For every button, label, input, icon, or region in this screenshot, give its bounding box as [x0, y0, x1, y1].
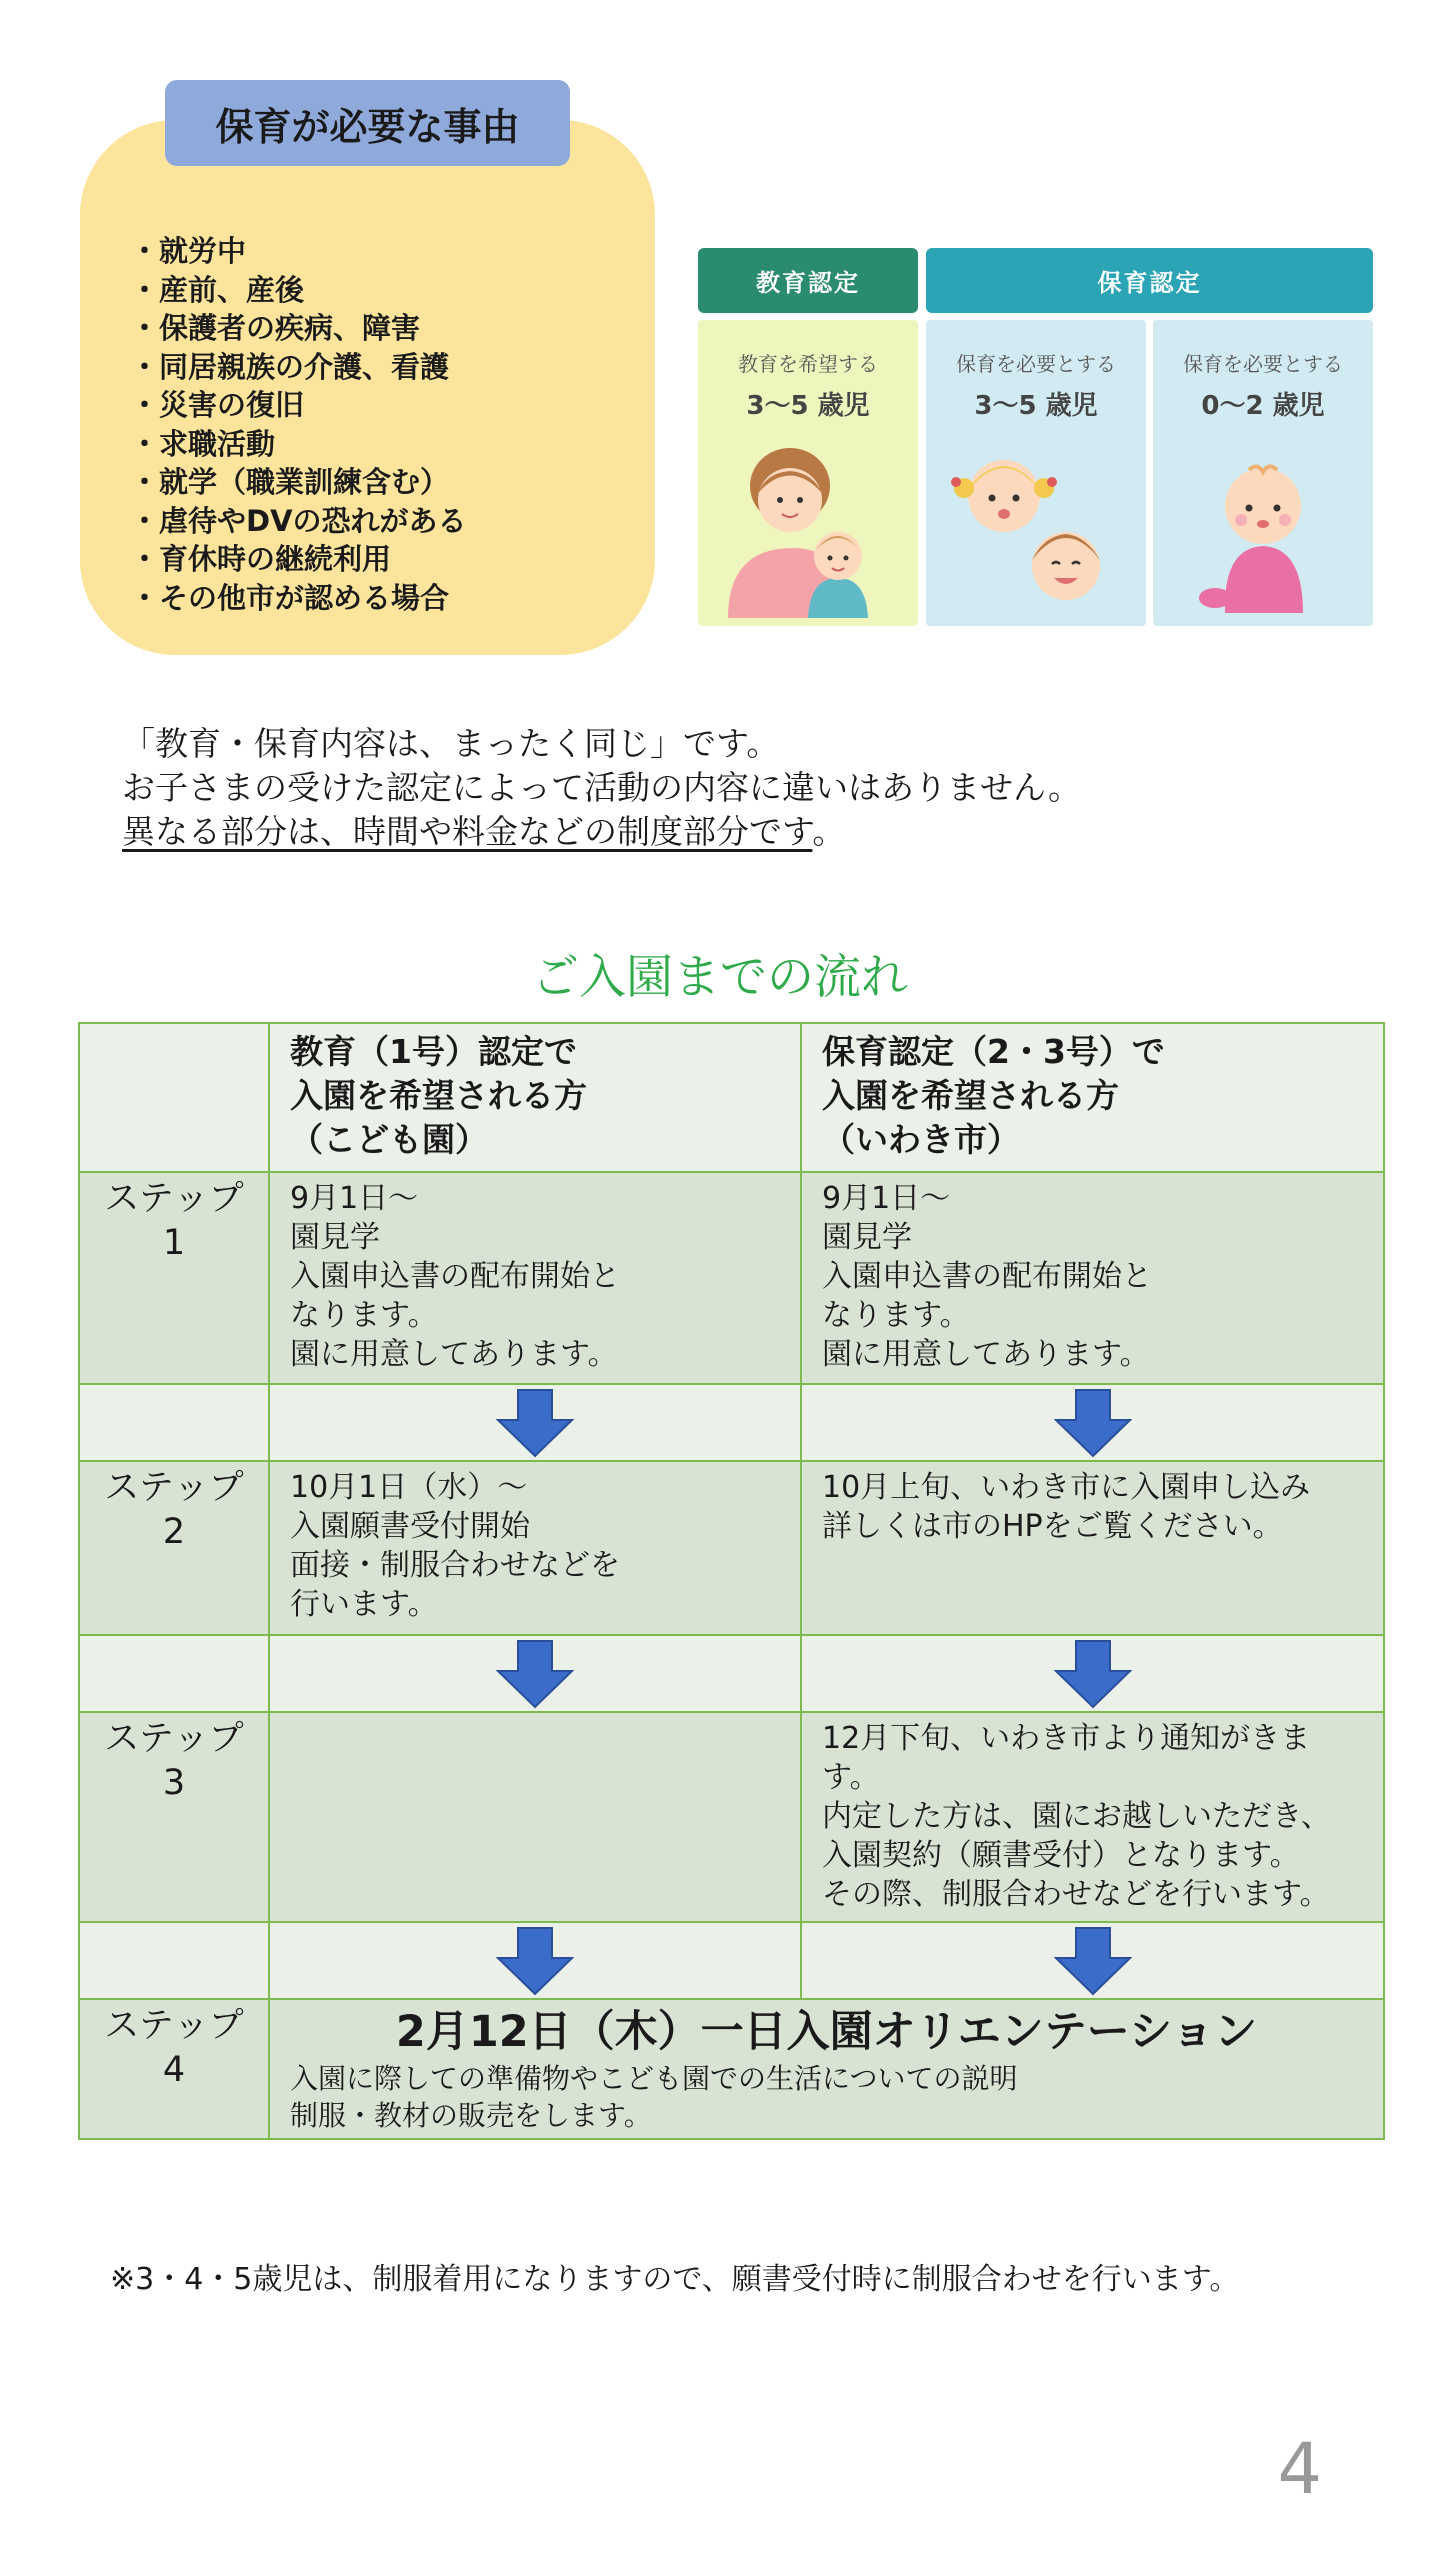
- step-label-cell: [79, 1461, 269, 1635]
- info-line: [122, 810, 1081, 854]
- step-cell: [801, 1461, 1384, 1635]
- step-label: ステップ 4: [104, 2006, 244, 2090]
- certification-panel: [698, 248, 1373, 626]
- arrow-cell: [801, 1635, 1384, 1712]
- step-label-cell: [79, 1172, 269, 1384]
- reason-item: ・ 育休時の継続利用: [130, 540, 467, 579]
- two-children-illustration: [926, 438, 1146, 618]
- arrow-row: [79, 1922, 1384, 1999]
- orientation-title: 2月12日（木）一日入園オリエンテーション: [395, 2007, 1258, 2057]
- reasons-title: 保育が必要な事由: [165, 80, 570, 166]
- reason-item: ・ 産前、産後: [130, 271, 467, 310]
- down-arrow-icon: [496, 1926, 574, 1996]
- flow-header-cell: [269, 1023, 801, 1172]
- cert-column-age: 0〜2 歳児: [1201, 391, 1325, 421]
- step-label: ステップ 3: [104, 1719, 244, 1803]
- cert-column-education: [698, 320, 918, 626]
- cert-column-subtitle: 保育を必要とする: [1183, 352, 1343, 376]
- cert-column-childcare-0-2: [1153, 320, 1373, 626]
- step-label-cell: [79, 1712, 269, 1922]
- cert-column-subtitle: 教育を希望する: [738, 352, 878, 376]
- info-text: [122, 722, 1081, 854]
- education-cert-header: 教育認定: [698, 248, 918, 313]
- arrow-cell: [79, 1922, 269, 1999]
- down-arrow-icon: [1054, 1639, 1132, 1709]
- step-label: ステップ 2: [104, 1468, 244, 1552]
- flow-title: ご入園までの流れ: [532, 950, 908, 1005]
- flow-header-cell: [801, 1023, 1384, 1172]
- flow-table: [78, 1022, 1385, 2140]
- down-arrow-icon: [496, 1388, 574, 1458]
- info-underlined-text: 異なる部分は、時間や料金などの制度部分です: [122, 812, 813, 851]
- flow-header-empty: [79, 1023, 269, 1172]
- info-line: お子さまの受けた認定によって活動の内容に違いはありません。: [122, 768, 1081, 807]
- info-line-end: 。: [812, 812, 846, 851]
- step-cell: [269, 1172, 801, 1384]
- baby-illustration: [1153, 438, 1373, 618]
- cert-column-age: 3〜5 歳児: [746, 391, 870, 421]
- flow-header-row: [79, 1023, 1384, 1172]
- uniform-note: ※3・4・5歳児は、制服着用になりますので、願書受付時に制服合わせを行います。: [110, 2262, 1240, 2297]
- info-line: 「教育・保育内容は、まったく同じ」です。: [122, 724, 780, 763]
- step-row: [79, 1461, 1384, 1635]
- childcare-cert-header: 保育認定: [926, 248, 1373, 313]
- reason-item: ・ 就労中: [130, 232, 467, 271]
- reasons-list: [130, 232, 467, 617]
- step-text: 9月1日〜 園見学 入園申込書の配布開始と なります。 園に用意してあります。: [290, 1181, 620, 1372]
- arrow-cell: [269, 1922, 801, 1999]
- down-arrow-icon: [1054, 1926, 1132, 1996]
- step-row: [79, 1712, 1384, 1922]
- step-text: 12月下旬、いわき市より通知がきま す。 内定した方は、園にお越しいただき、 入園契約（願書受付）となります。 その際、制服合わせなどを行います。: [822, 1721, 1331, 1912]
- reason-item: ・ 災害の復旧: [130, 386, 467, 425]
- down-arrow-icon: [1054, 1388, 1132, 1458]
- reason-item: ・ 就学（職業訓練含む）: [130, 463, 467, 502]
- step-label-cell: [79, 1999, 269, 2139]
- step-text: 10月1日（水）〜 入園願書受付開始 面接・制服合わせなどを 行います。: [290, 1470, 620, 1622]
- reason-item: ・ 虐待やDVの恐れがある: [130, 502, 467, 541]
- reason-item: ・ 求職活動: [130, 425, 467, 464]
- step-cell: [269, 1461, 801, 1635]
- down-arrow-icon: [496, 1639, 574, 1709]
- reason-item: ・ その他市が認める場合: [130, 579, 467, 618]
- mother-child-illustration: [698, 438, 918, 618]
- arrow-cell: [801, 1922, 1384, 1999]
- step-text: 9月1日〜 園見学 入園申込書の配布開始と なります。 園に用意してあります。: [822, 1181, 1152, 1372]
- step-cell: [801, 1172, 1384, 1384]
- flow-header-education: 教育（1号）認定で 入園を希望される方 （こども園）: [290, 1032, 587, 1159]
- step-row: [79, 1999, 1384, 2139]
- step-label: ステップ 1: [104, 1179, 244, 1263]
- arrow-cell: [79, 1635, 269, 1712]
- arrow-cell: [801, 1384, 1384, 1461]
- arrow-row: [79, 1635, 1384, 1712]
- cert-column-childcare-3-5: [926, 320, 1146, 626]
- step-text: 10月上旬、いわき市に入園申し込み 詳しくは市のHPをご覧ください。: [822, 1470, 1311, 1544]
- orientation-text: 入園に際しての準備物やこども園での生活についての説明 制服・教材の販売をします。: [290, 2062, 1018, 2132]
- reason-item: ・ 同居親族の介護、看護: [130, 348, 467, 387]
- arrow-cell: [79, 1384, 269, 1461]
- arrow-cell: [269, 1384, 801, 1461]
- step-text: [270, 1713, 800, 1725]
- step-cell: [801, 1712, 1384, 1922]
- page-number: 4: [1277, 2428, 1322, 2510]
- reason-item: ・ 保護者の疾病、障害: [130, 309, 467, 348]
- step-cell: [269, 1712, 801, 1922]
- cert-column-subtitle: 保育を必要とする: [956, 352, 1116, 376]
- step-cell-merged: [269, 1999, 1384, 2139]
- arrow-cell: [269, 1635, 801, 1712]
- cert-column-age: 3〜5 歳児: [974, 391, 1098, 421]
- flow-header-childcare: 保育認定（2・3号）で 入園を希望される方 （いわき市）: [822, 1032, 1165, 1159]
- arrow-row: [79, 1384, 1384, 1461]
- step-row: [79, 1172, 1384, 1384]
